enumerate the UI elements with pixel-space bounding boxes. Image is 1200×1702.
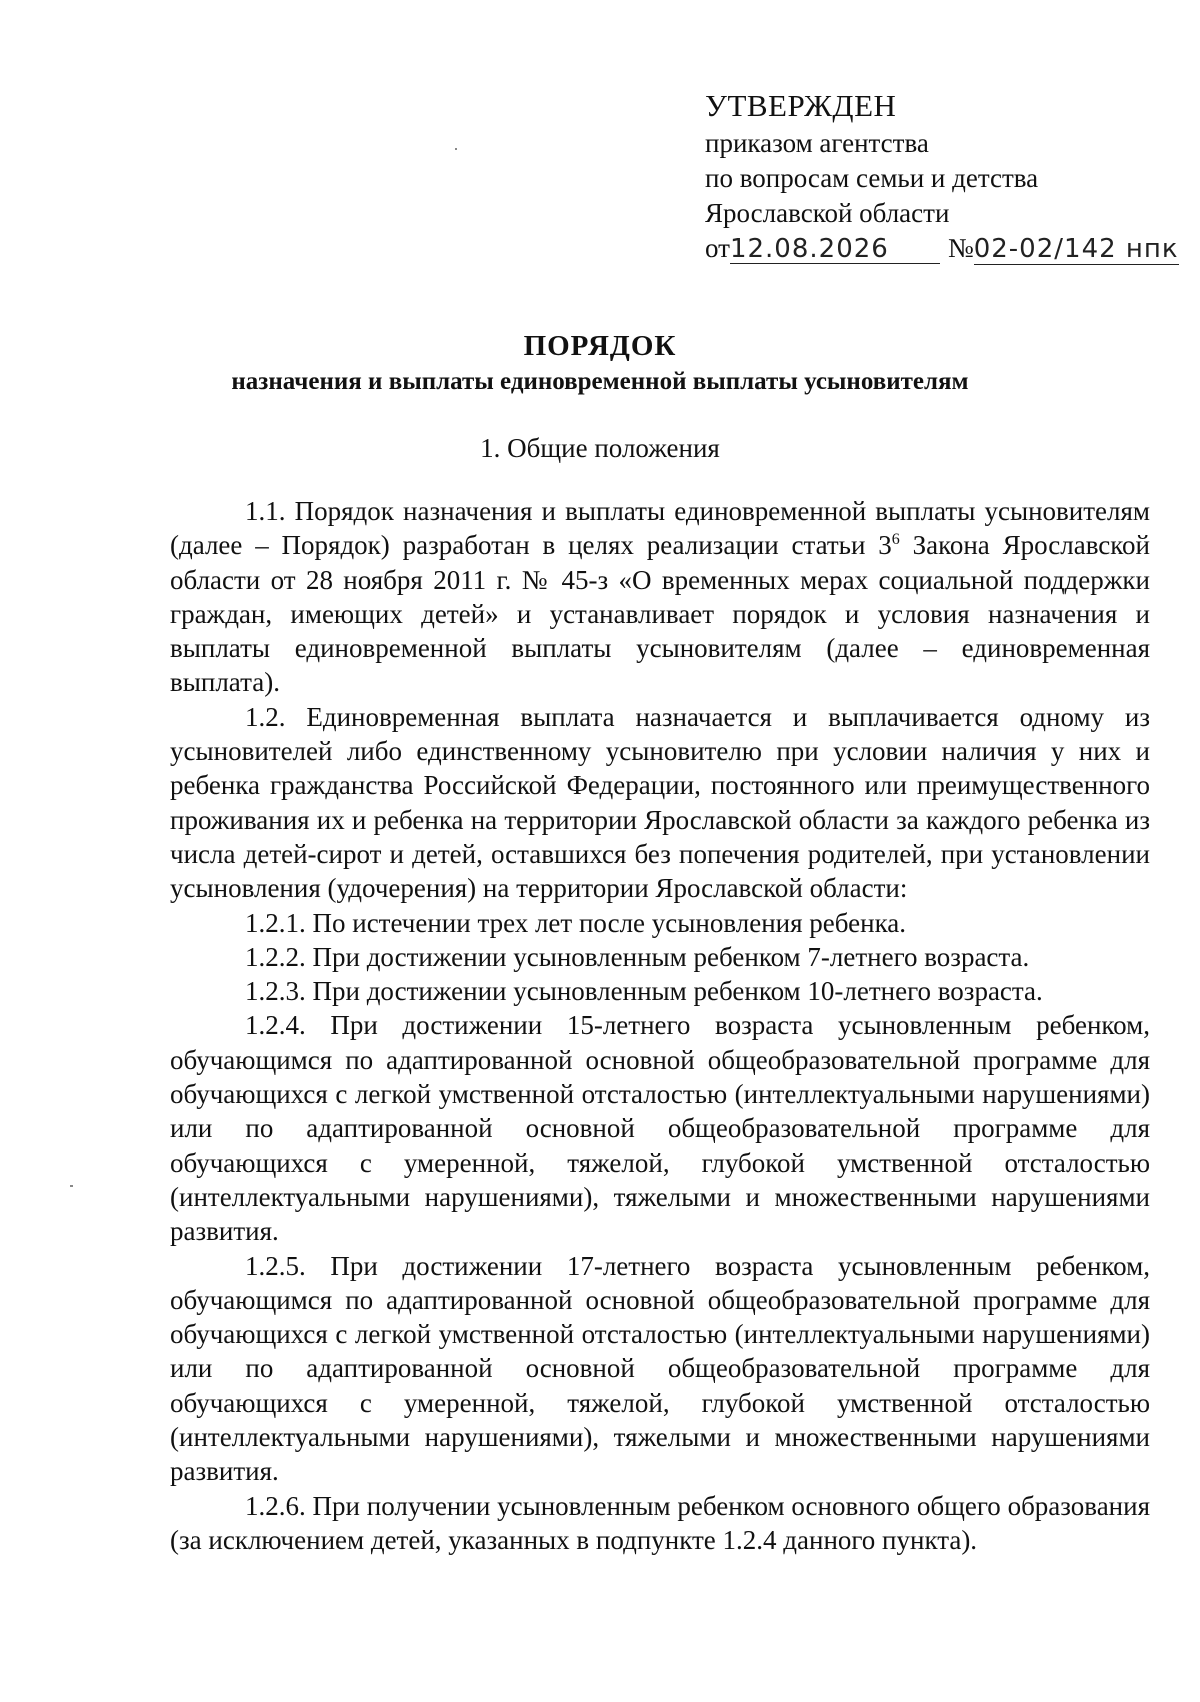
- approval-line-3: Ярославской области: [705, 198, 950, 228]
- approval-date: 12.08.2026: [729, 234, 889, 264]
- paragraph-1-2-5: 1.2.5. При достижении 17-летнего возраста усыновленным ребенком, обучающимся по адаптированной основной общеобразовательной программе для обучающихся с легкой умственной отсталостью (интеллектуальными нарушениями) или по адаптированной основной общеобразовательной программе для обучающихся с умеренной, тяжелой, глубокой умственной отсталостью (интеллектуальными нарушениями), тяжелыми и множественными нарушениями развития.: [170, 1250, 1150, 1487]
- paragraph-1-1: 1.1. Порядок назначения и выплаты единовременной выплаты усыновителям (далее – Порядок) разработан в целях реализации статьи $3^6$ Закона Ярославской области от 28 ноября 2011 г. № 45-з «О временных мерах социальной поддержки граждан, имеющих детей» и устанавливает порядок и условия назначения и выплаты единовременной выплаты усыновителям (далее – единовременная выплата).: [170, 496, 1150, 698]
- approval-date-number-line: [705, 231, 1179, 267]
- approval-line-1: приказом агентства: [705, 128, 929, 158]
- approval-stamp-block: [705, 86, 1179, 267]
- document-title: ПОРЯДОК: [523, 330, 677, 362]
- scan-speck: [70, 1185, 73, 1187]
- paragraph-1-2-1: 1.2.1. По истечении трех лет после усыновления ребенка.: [245, 907, 907, 938]
- approval-from-label: от: [705, 233, 730, 263]
- paragraph-1-2-4: 1.2.4. При достижении 15-летнего возраста усыновленным ребенком, обучающимся по адаптированной основной общеобразовательной программе для обучающихся с легкой умственной отсталостью (интеллектуальными нарушениями) или по адаптированной основной общеобразовательной программе для обучающихся с умеренной, тяжелой, глубокой умственной отсталостью (интеллектуальными нарушениями), тяжелыми и множественными нарушениями развития.: [170, 1010, 1150, 1247]
- paragraph-1-2: 1.2. Единовременная выплата назначается и выплачивается одному из усыновителей либо единственному усыновителю при условии наличия у них и ребенка гражданства Российской Федерации, постоянного или преимущественного проживания их и ребенка на территории Ярославской области за каждого ребенка из числа детей-сирот и детей, оставшихся без попечения родителей, при установлении усыновления (удочерения) на территории Ярославской области:: [170, 701, 1150, 904]
- paragraph-1-2-2: 1.2.2. При достижении усыновленным ребенком 7-летнего возраста.: [245, 941, 1030, 972]
- approval-line-2: по вопросам семьи и детства: [705, 163, 1039, 193]
- scan-speck: [455, 148, 457, 150]
- paragraph-1-2-6: 1.2.6. При получении усыновленным ребенком основного общего образования (за исключением детей, указанных в подпункте 1.2.4 данного пункта).: [170, 1490, 1150, 1555]
- paragraph-1-2-3: 1.2.3. При достижении усыновленным ребенком 10-летнего возраста.: [245, 976, 1043, 1007]
- approval-number-label: №: [947, 233, 974, 263]
- superscript: 6: [891, 531, 900, 549]
- document-body: [170, 494, 1150, 1557]
- approval-title: УТВЕРЖДЕН: [705, 88, 897, 123]
- document-subtitle: назначения и выплаты единовременной выплаты усыновителям: [231, 368, 969, 395]
- approval-number: 02-02/142 нпк: [973, 234, 1179, 264]
- section-heading: 1. Общие положения: [480, 433, 720, 463]
